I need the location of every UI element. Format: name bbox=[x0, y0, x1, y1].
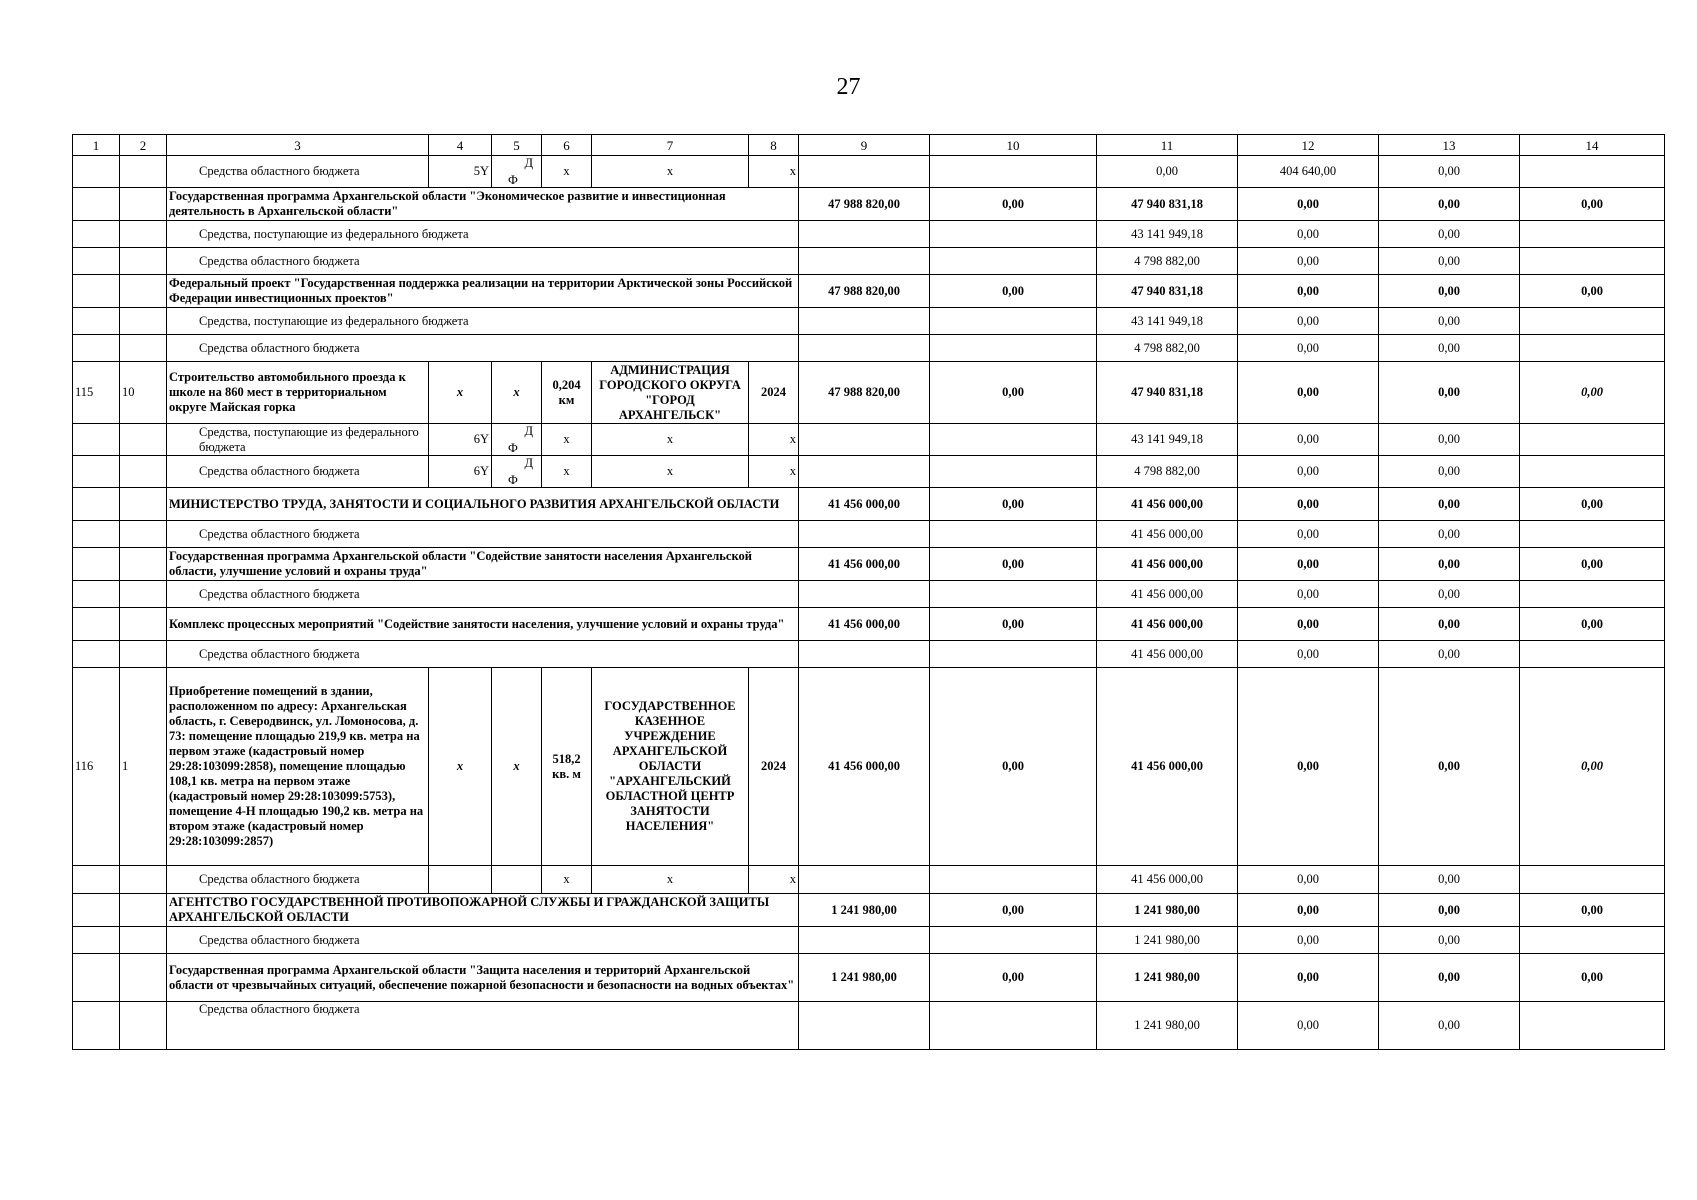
cell: 0,00 bbox=[1379, 362, 1520, 424]
cell: 43 141 949,18 bbox=[1097, 308, 1238, 335]
cell: x bbox=[542, 424, 592, 456]
cell: АГЕНТСТВО ГОСУДАРСТВЕННОЙ ПРОТИВОПОЖАРНОЙ СЛУЖБЫ И ГРАЖДАНСКОЙ ЗАЩИТЫ АРХАНГЕЛЬСКОЙ ОБЛАСТИ bbox=[167, 894, 799, 927]
cell: 0,00 bbox=[1238, 548, 1379, 581]
column-number: 10 bbox=[930, 135, 1097, 156]
table-row bbox=[73, 456, 1665, 488]
cell: 41 456 000,00 bbox=[1097, 641, 1238, 668]
empty-cell bbox=[120, 248, 167, 275]
column-number: 6 bbox=[542, 135, 592, 156]
cell: 5Y bbox=[429, 156, 492, 188]
column-number: 4 bbox=[429, 135, 492, 156]
cell: 0,00 bbox=[1379, 456, 1520, 488]
table-row bbox=[73, 308, 1665, 335]
cell: 0,204 км bbox=[542, 362, 592, 424]
cell: 47 940 831,18 bbox=[1097, 275, 1238, 308]
cell: 0,00 bbox=[1379, 668, 1520, 866]
cell: 0,00 bbox=[1520, 668, 1665, 866]
cell: Приобретение помещений в здании, расположенном по адресу: Архангельская область, г. Северодвинск, ул. Ломоносова, д. 73: помещение площадью 219,9 кв. метра на первом этаже (кадастровый номер 29:28:103099:2858), помещение площадью 108,1 кв. метра на первом этаже (кадастровый номер 29:28:103099:5753), помещение 4-Н площадью 190,2 кв. метра на втором этаже (кадастровый номер 29:28:103099:2857) bbox=[167, 668, 429, 866]
empty-cell bbox=[73, 424, 120, 456]
empty-cell bbox=[930, 521, 1097, 548]
table-row bbox=[73, 954, 1665, 1002]
cell: 2024 bbox=[749, 362, 799, 424]
cell: 0,00 bbox=[930, 608, 1097, 641]
cell: x bbox=[592, 424, 749, 456]
table-row bbox=[73, 156, 1665, 188]
cell: 0,00 bbox=[1520, 548, 1665, 581]
cell: x bbox=[542, 156, 592, 188]
empty-cell bbox=[120, 156, 167, 188]
empty-cell bbox=[799, 1002, 930, 1050]
cell: 47 940 831,18 bbox=[1097, 188, 1238, 221]
cell: 41 456 000,00 bbox=[799, 548, 930, 581]
empty-cell bbox=[930, 335, 1097, 362]
cell: 41 456 000,00 bbox=[1097, 488, 1238, 521]
empty-cell bbox=[799, 248, 930, 275]
cell: АДМИНИСТРАЦИЯ ГОРОДСКОГО ОКРУГА "ГОРОД АРХАНГЕЛЬСК" bbox=[592, 362, 749, 424]
cell: 4 798 882,00 bbox=[1097, 248, 1238, 275]
cell: Средства, поступающие из федерального бюджета bbox=[167, 308, 799, 335]
cell: 0,00 bbox=[1238, 456, 1379, 488]
empty-cell bbox=[1520, 521, 1665, 548]
cell: x bbox=[492, 668, 542, 866]
empty-cell bbox=[120, 581, 167, 608]
cell: 1 241 980,00 bbox=[799, 894, 930, 927]
empty-cell bbox=[1520, 221, 1665, 248]
empty-cell bbox=[1520, 1002, 1665, 1050]
empty-cell bbox=[73, 927, 120, 954]
cell: 41 456 000,00 bbox=[799, 668, 930, 866]
cell: 10 bbox=[120, 362, 167, 424]
cell: 0,00 bbox=[1379, 548, 1520, 581]
empty-cell bbox=[1520, 641, 1665, 668]
cell: 0,00 bbox=[930, 668, 1097, 866]
cell: Государственная программа Архангельской области "Содействие занятости населения Архангельской области, улучшение условий и охраны труда" bbox=[167, 548, 799, 581]
cell: x bbox=[429, 362, 492, 424]
cell: 0,00 bbox=[1379, 308, 1520, 335]
empty-cell bbox=[120, 221, 167, 248]
empty-cell bbox=[930, 456, 1097, 488]
cell: 41 456 000,00 bbox=[799, 608, 930, 641]
cell: 1 241 980,00 bbox=[1097, 954, 1238, 1002]
empty-cell bbox=[120, 488, 167, 521]
cell: 4 798 882,00 bbox=[1097, 456, 1238, 488]
cell: 0,00 bbox=[1238, 248, 1379, 275]
cell: 0,00 bbox=[1379, 248, 1520, 275]
cell: 0,00 bbox=[1238, 424, 1379, 456]
table-row bbox=[73, 927, 1665, 954]
code-letter-bottom: Ф bbox=[508, 441, 518, 455]
cell: 1 241 980,00 bbox=[1097, 1002, 1238, 1050]
cell: 0,00 bbox=[930, 548, 1097, 581]
empty-cell bbox=[120, 548, 167, 581]
empty-cell bbox=[73, 456, 120, 488]
cell: МИНИСТЕРСТВО ТРУДА, ЗАНЯТОСТИ И СОЦИАЛЬНОГО РАЗВИТИЯ АРХАНГЕЛЬСКОЙ ОБЛАСТИ bbox=[167, 488, 799, 521]
cell: 0,00 bbox=[930, 275, 1097, 308]
empty-cell bbox=[73, 641, 120, 668]
cell: 41 456 000,00 bbox=[1097, 581, 1238, 608]
empty-cell bbox=[930, 156, 1097, 188]
cell: Средства, поступающие из федерального бюджета bbox=[167, 221, 799, 248]
cell: x bbox=[749, 156, 799, 188]
cell: x bbox=[749, 866, 799, 894]
column-number: 8 bbox=[749, 135, 799, 156]
empty-cell bbox=[120, 608, 167, 641]
cell: 0,00 bbox=[1238, 641, 1379, 668]
column-number: 14 bbox=[1520, 135, 1665, 156]
page-number: 27 bbox=[836, 74, 861, 100]
empty-cell bbox=[73, 548, 120, 581]
empty-cell bbox=[1520, 581, 1665, 608]
empty-cell bbox=[120, 521, 167, 548]
cell: 116 bbox=[73, 668, 120, 866]
empty-cell bbox=[73, 188, 120, 221]
cell: 0,00 bbox=[1379, 1002, 1520, 1050]
cell: 41 456 000,00 bbox=[1097, 521, 1238, 548]
cell: x bbox=[592, 456, 749, 488]
empty-cell bbox=[799, 927, 930, 954]
cell: ГОСУДАРСТВЕННОЕ КАЗЕННОЕ УЧРЕЖДЕНИЕ АРХАНГЕЛЬСКОЙ ОБЛАСТИ "АРХАНГЕЛЬСКИЙ ОБЛАСТНОЙ ЦЕНТР ЗАНЯТОСТИ НАСЕЛЕНИЯ" bbox=[592, 668, 749, 866]
cell: 0,00 bbox=[1379, 927, 1520, 954]
code-letter-top: Д bbox=[524, 456, 533, 470]
empty-cell bbox=[930, 424, 1097, 456]
empty-cell bbox=[1520, 308, 1665, 335]
empty-cell bbox=[799, 641, 930, 668]
cell: 0,00 bbox=[1379, 424, 1520, 456]
cell: 0,00 bbox=[1238, 1002, 1379, 1050]
cell: 0,00 bbox=[1379, 275, 1520, 308]
empty-cell bbox=[73, 248, 120, 275]
empty-cell bbox=[73, 156, 120, 188]
cell: x bbox=[592, 866, 749, 894]
cell: 2024 bbox=[749, 668, 799, 866]
code-letter-top: Д bbox=[524, 424, 533, 438]
empty-cell bbox=[73, 954, 120, 1002]
cell: 1 241 980,00 bbox=[1097, 894, 1238, 927]
table-row bbox=[73, 221, 1665, 248]
empty-cell bbox=[799, 335, 930, 362]
cell: 0,00 bbox=[1238, 221, 1379, 248]
cell: 0,00 bbox=[1379, 335, 1520, 362]
empty-cell bbox=[930, 866, 1097, 894]
column-number: 1 bbox=[73, 135, 120, 156]
cell: x bbox=[592, 156, 749, 188]
empty-cell bbox=[120, 894, 167, 927]
table-row bbox=[73, 488, 1665, 521]
cell: 0,00 bbox=[1379, 521, 1520, 548]
empty-cell bbox=[1520, 156, 1665, 188]
empty-cell bbox=[429, 866, 492, 894]
cell: 4 798 882,00 bbox=[1097, 335, 1238, 362]
table-row bbox=[73, 248, 1665, 275]
cell: 43 141 949,18 bbox=[1097, 424, 1238, 456]
empty-cell bbox=[120, 456, 167, 488]
empty-cell bbox=[799, 156, 930, 188]
empty-cell bbox=[120, 1002, 167, 1050]
empty-cell bbox=[1520, 456, 1665, 488]
cell: 0,00 bbox=[1238, 362, 1379, 424]
empty-cell bbox=[799, 581, 930, 608]
cell: 43 141 949,18 bbox=[1097, 221, 1238, 248]
cell: 0,00 bbox=[1238, 521, 1379, 548]
cell: 0,00 bbox=[1238, 308, 1379, 335]
type-code-cell bbox=[492, 424, 542, 456]
cell: 0,00 bbox=[1379, 641, 1520, 668]
empty-cell bbox=[930, 581, 1097, 608]
empty-cell bbox=[73, 308, 120, 335]
cell: 0,00 bbox=[1520, 362, 1665, 424]
cell: 0,00 bbox=[1520, 954, 1665, 1002]
cell: 0,00 bbox=[1379, 581, 1520, 608]
column-number: 13 bbox=[1379, 135, 1520, 156]
cell: 0,00 bbox=[1238, 581, 1379, 608]
cell: 0,00 bbox=[1097, 156, 1238, 188]
empty-cell bbox=[73, 221, 120, 248]
cell: 0,00 bbox=[1379, 221, 1520, 248]
cell: 1 241 980,00 bbox=[1097, 927, 1238, 954]
cell: 0,00 bbox=[1238, 188, 1379, 221]
empty-cell bbox=[73, 1002, 120, 1050]
empty-cell bbox=[73, 608, 120, 641]
cell: 0,00 bbox=[1379, 488, 1520, 521]
table-row bbox=[73, 894, 1665, 927]
cell: 41 456 000,00 bbox=[1097, 668, 1238, 866]
cell: 115 bbox=[73, 362, 120, 424]
cell: Федеральный проект "Государственная поддержка реализации на территории Арктической зоны Российской Федерации инвестиционных проектов" bbox=[167, 275, 799, 308]
cell: Средства областного бюджета bbox=[167, 866, 429, 894]
cell: 518,2 кв. м bbox=[542, 668, 592, 866]
empty-cell bbox=[799, 221, 930, 248]
cell: 6Y bbox=[429, 424, 492, 456]
table-row bbox=[73, 424, 1665, 456]
cell: 41 456 000,00 bbox=[1097, 548, 1238, 581]
cell: Средства, поступающие из федерального бюджета bbox=[167, 424, 429, 456]
cell: 0,00 bbox=[1238, 668, 1379, 866]
cell: 0,00 bbox=[1238, 894, 1379, 927]
cell: 0,00 bbox=[930, 894, 1097, 927]
cell: 41 456 000,00 bbox=[799, 488, 930, 521]
column-number: 12 bbox=[1238, 135, 1379, 156]
cell: 0,00 bbox=[1520, 188, 1665, 221]
empty-cell bbox=[73, 275, 120, 308]
empty-cell bbox=[120, 308, 167, 335]
cell: 0,00 bbox=[1520, 894, 1665, 927]
empty-cell bbox=[930, 221, 1097, 248]
empty-cell bbox=[120, 927, 167, 954]
empty-cell bbox=[799, 456, 930, 488]
cell: 0,00 bbox=[1238, 335, 1379, 362]
cell: 41 456 000,00 bbox=[1097, 608, 1238, 641]
cell: 0,00 bbox=[1379, 188, 1520, 221]
cell: Средства областного бюджета bbox=[167, 521, 799, 548]
table-row bbox=[73, 521, 1665, 548]
cell: 6Y bbox=[429, 456, 492, 488]
cell: 0,00 bbox=[1520, 488, 1665, 521]
code-letter-bottom: Ф bbox=[508, 173, 518, 187]
empty-cell bbox=[930, 927, 1097, 954]
cell: 0,00 bbox=[1238, 927, 1379, 954]
empty-cell bbox=[120, 335, 167, 362]
type-code-cell bbox=[492, 156, 542, 188]
cell: Средства областного бюджета bbox=[167, 248, 799, 275]
empty-cell bbox=[799, 521, 930, 548]
cell: x bbox=[429, 668, 492, 866]
column-number: 3 bbox=[167, 135, 429, 156]
table-row bbox=[73, 866, 1665, 894]
table-row bbox=[73, 608, 1665, 641]
cell: x bbox=[749, 456, 799, 488]
cell: 0,00 bbox=[1520, 275, 1665, 308]
cell: 404 640,00 bbox=[1238, 156, 1379, 188]
cell: 0,00 bbox=[930, 954, 1097, 1002]
table-row bbox=[73, 581, 1665, 608]
empty-cell bbox=[492, 866, 542, 894]
column-number: 5 bbox=[492, 135, 542, 156]
cell: 47 988 820,00 bbox=[799, 275, 930, 308]
table-row bbox=[73, 188, 1665, 221]
cell: Средства областного бюджета bbox=[167, 335, 799, 362]
empty-cell bbox=[73, 488, 120, 521]
empty-cell bbox=[120, 954, 167, 1002]
cell: 41 456 000,00 bbox=[1097, 866, 1238, 894]
cell: 47 988 820,00 bbox=[799, 188, 930, 221]
cell: 0,00 bbox=[1379, 156, 1520, 188]
column-number: 7 bbox=[592, 135, 749, 156]
table-row bbox=[73, 335, 1665, 362]
empty-cell bbox=[1520, 335, 1665, 362]
cell: x bbox=[542, 456, 592, 488]
cell: Средства областного бюджета bbox=[167, 156, 429, 188]
empty-cell bbox=[73, 521, 120, 548]
empty-cell bbox=[73, 866, 120, 894]
cell: Комплекс процессных мероприятий "Содействие занятости населения, улучшение условий и охраны труда" bbox=[167, 608, 799, 641]
cell: Государственная программа Архангельской области "Защита населения и территорий Архангельской области от чрезвычайных ситуаций, обеспечение пожарной безопасности и безопасности на водных объектах" bbox=[167, 954, 799, 1002]
empty-cell bbox=[1520, 424, 1665, 456]
empty-cell bbox=[930, 248, 1097, 275]
empty-cell bbox=[1520, 927, 1665, 954]
empty-cell bbox=[73, 335, 120, 362]
cell: 0,00 bbox=[1379, 608, 1520, 641]
cell: x bbox=[542, 866, 592, 894]
cell: Средства областного бюджета bbox=[167, 641, 799, 668]
cell: 47 940 831,18 bbox=[1097, 362, 1238, 424]
table-row bbox=[73, 668, 1665, 866]
cell: 0,00 bbox=[1520, 608, 1665, 641]
cell: 1 241 980,00 bbox=[799, 954, 930, 1002]
cell: 0,00 bbox=[930, 362, 1097, 424]
cell: 0,00 bbox=[1238, 608, 1379, 641]
empty-cell bbox=[73, 894, 120, 927]
cell: Средства областного бюджета bbox=[167, 1002, 799, 1050]
column-number: 9 bbox=[799, 135, 930, 156]
cell: Средства областного бюджета bbox=[167, 927, 799, 954]
cell: 0,00 bbox=[1379, 894, 1520, 927]
cell: 0,00 bbox=[930, 488, 1097, 521]
cell: 0,00 bbox=[1238, 866, 1379, 894]
cell: 0,00 bbox=[1379, 954, 1520, 1002]
empty-cell bbox=[799, 866, 930, 894]
empty-cell bbox=[73, 581, 120, 608]
column-number: 2 bbox=[120, 135, 167, 156]
cell: Средства областного бюджета bbox=[167, 581, 799, 608]
empty-cell bbox=[799, 308, 930, 335]
empty-cell bbox=[930, 308, 1097, 335]
cell: Средства областного бюджета bbox=[167, 456, 429, 488]
empty-cell bbox=[930, 641, 1097, 668]
empty-cell bbox=[120, 188, 167, 221]
empty-cell bbox=[799, 424, 930, 456]
empty-cell bbox=[120, 424, 167, 456]
cell: 0,00 bbox=[1238, 275, 1379, 308]
header-row bbox=[73, 135, 1665, 156]
cell: x bbox=[492, 362, 542, 424]
code-letter-bottom: Ф bbox=[508, 473, 518, 487]
cell: 1 bbox=[120, 668, 167, 866]
table-row bbox=[73, 641, 1665, 668]
type-code-cell bbox=[492, 456, 542, 488]
empty-cell bbox=[120, 866, 167, 894]
cell: 0,00 bbox=[1238, 954, 1379, 1002]
empty-cell bbox=[120, 641, 167, 668]
cell: Государственная программа Архангельской области "Экономическое развитие и инвестиционная деятельность в Архангельской области" bbox=[167, 188, 799, 221]
cell: 0,00 bbox=[1379, 866, 1520, 894]
cell: x bbox=[749, 424, 799, 456]
cell: 0,00 bbox=[930, 188, 1097, 221]
empty-cell bbox=[1520, 248, 1665, 275]
budget-table bbox=[72, 134, 1665, 1050]
empty-cell bbox=[1520, 866, 1665, 894]
table-row bbox=[73, 548, 1665, 581]
cell: Строительство автомобильного проезда к школе на 860 мест в территориальном округе Майская горка bbox=[167, 362, 429, 424]
column-number: 11 bbox=[1097, 135, 1238, 156]
empty-cell bbox=[120, 275, 167, 308]
table-row bbox=[73, 1002, 1665, 1050]
code-letter-top: Д bbox=[524, 156, 533, 170]
table-row bbox=[73, 275, 1665, 308]
table-row bbox=[73, 362, 1665, 424]
empty-cell bbox=[930, 1002, 1097, 1050]
cell: 47 988 820,00 bbox=[799, 362, 930, 424]
cell: 0,00 bbox=[1238, 488, 1379, 521]
